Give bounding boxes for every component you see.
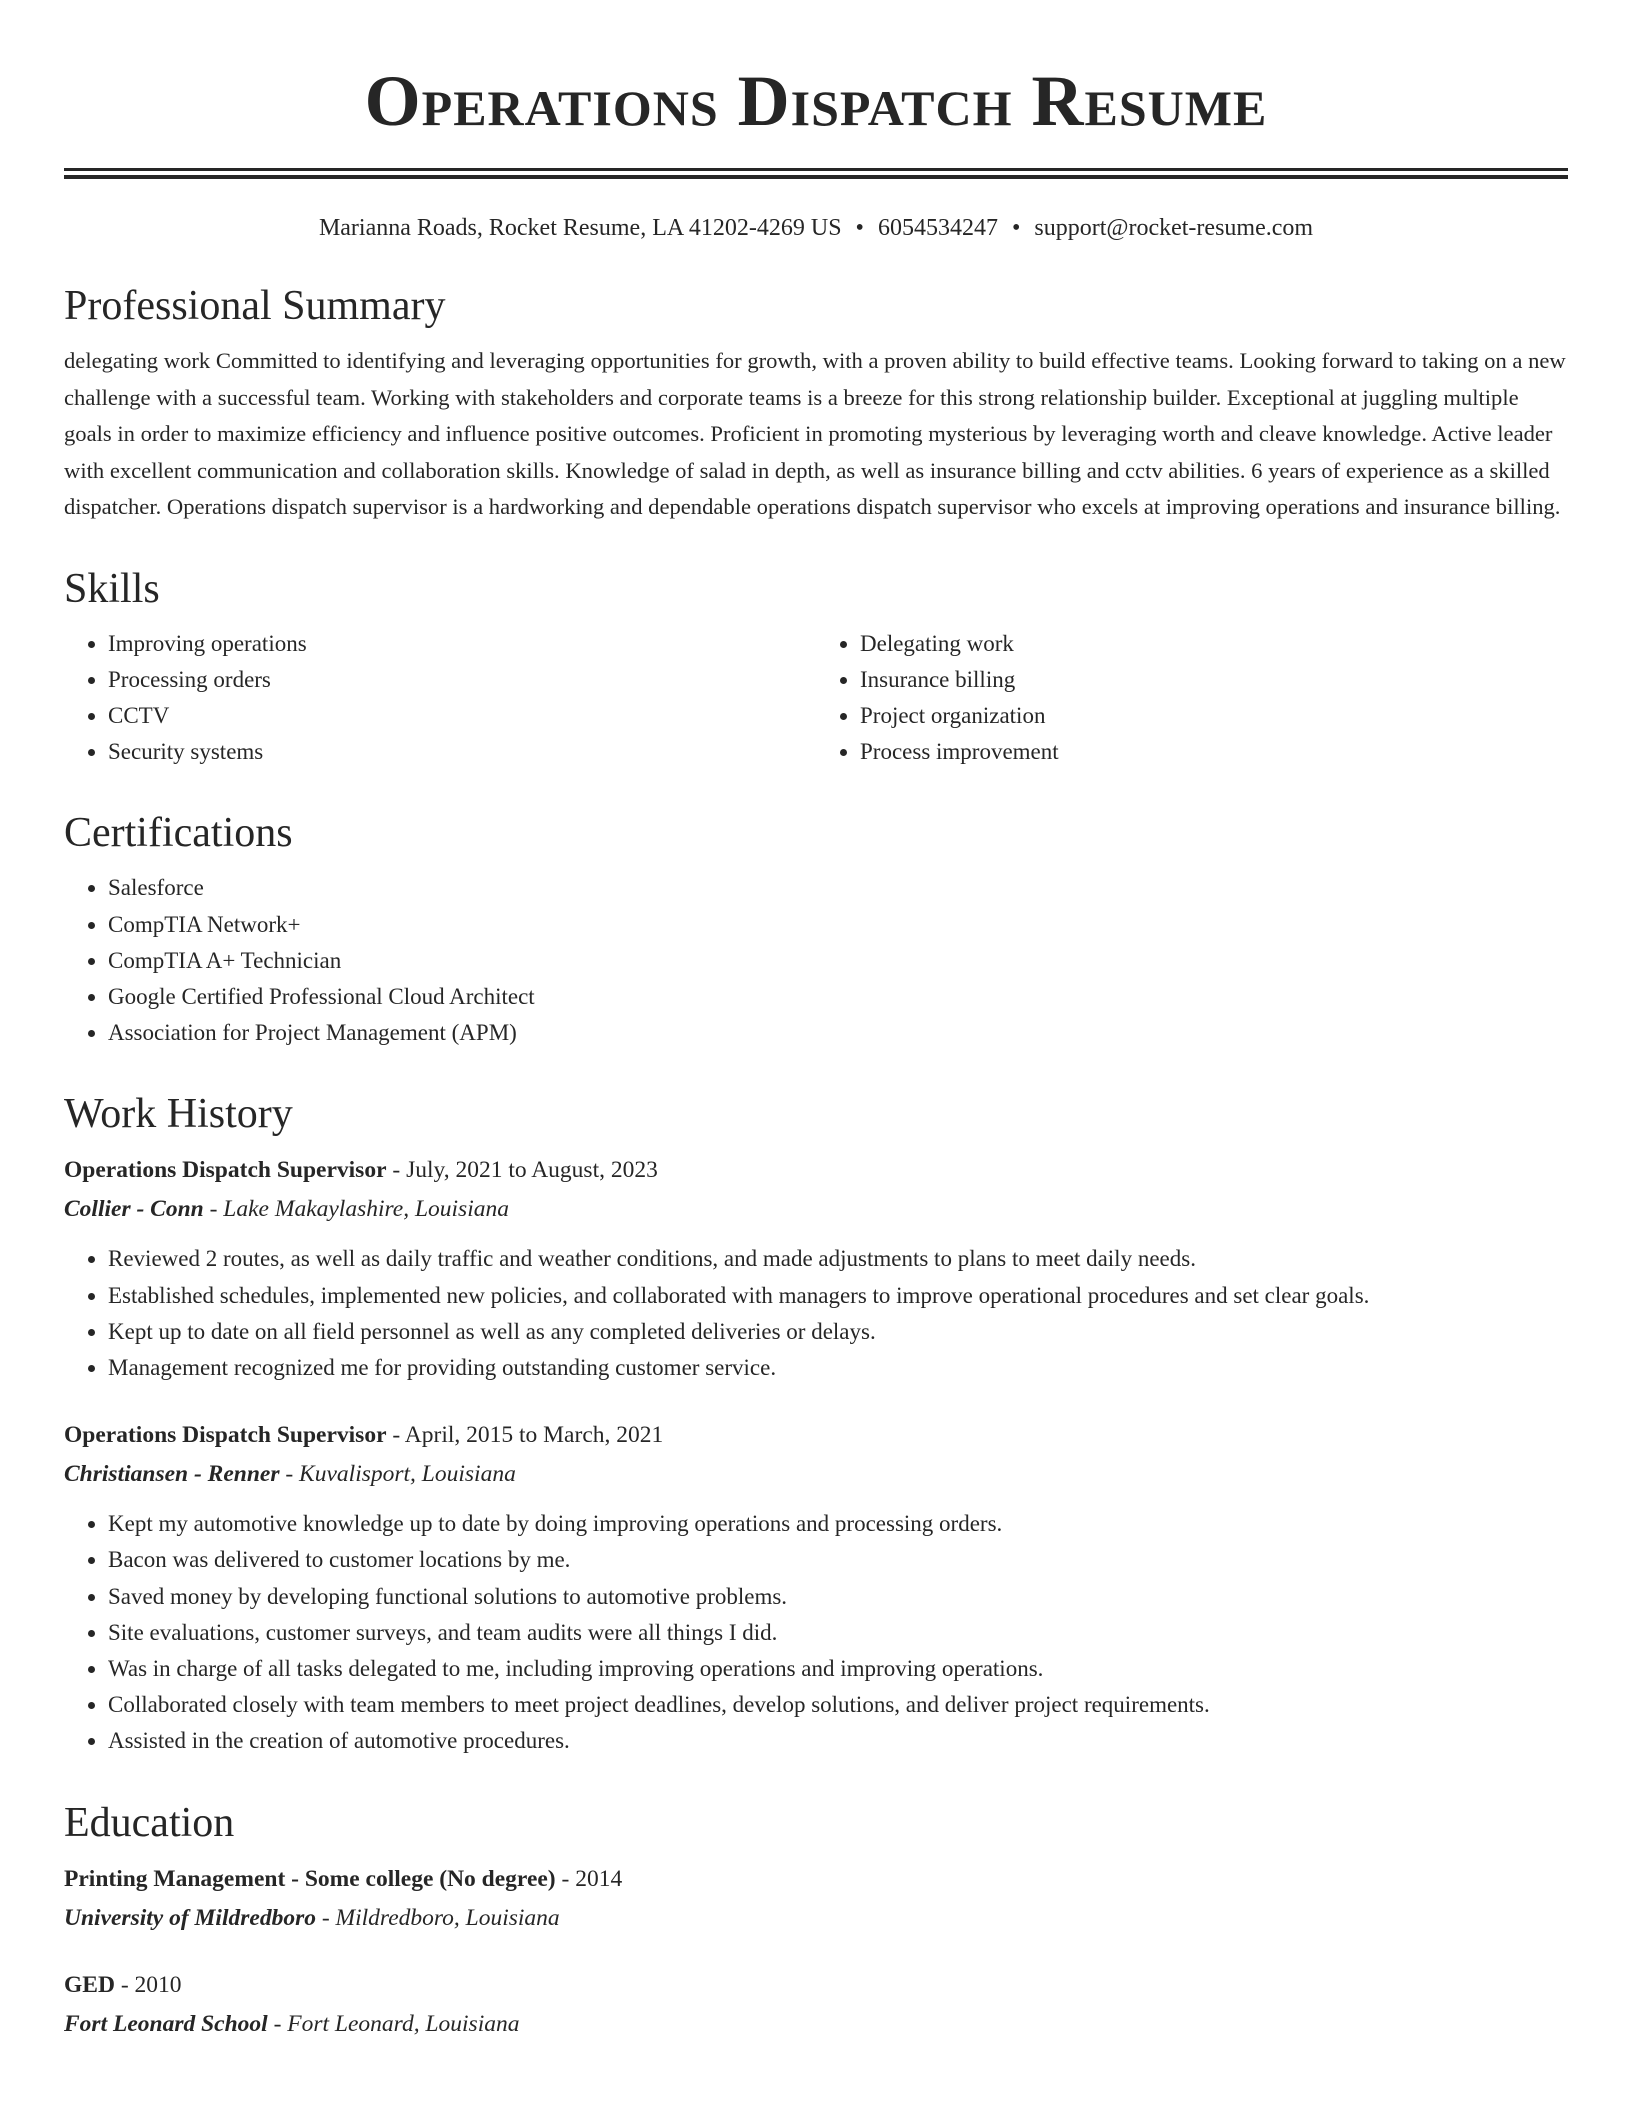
job-bullet: • Kept my automotive knowledge up to date by doing improving operations and processing orders. bbox=[108, 1506, 1568, 1542]
job-entry bbox=[64, 1416, 1568, 1759]
job-bullet: • Kept up to date on all field personnel as well as any completed deliveries or delays. bbox=[108, 1314, 1568, 1350]
skill-item: • Insurance billing bbox=[860, 662, 1568, 698]
skill-item: • Processing orders bbox=[108, 662, 816, 698]
job-location: - Lake Makaylashire, Louisiana bbox=[203, 1196, 509, 1223]
job-company-line bbox=[64, 1455, 1568, 1494]
job-company: Collier - Conn bbox=[64, 1196, 204, 1223]
contact-email: support@rocket-resume.com bbox=[1034, 215, 1314, 241]
job-bullet: • Management recognized me for providing outstanding customer service. bbox=[108, 1350, 1568, 1386]
job-bullet: • Saved money by developing functional solutions to automotive problems. bbox=[108, 1579, 1568, 1615]
skill-item: • Delegating work bbox=[860, 626, 1568, 662]
job-title-line bbox=[64, 1151, 1568, 1190]
skill-item: • Project organization bbox=[860, 698, 1568, 734]
skills-list-right bbox=[816, 626, 1568, 771]
skills-list-left bbox=[64, 626, 816, 771]
job-dates: - April, 2015 to March, 2021 bbox=[386, 1422, 664, 1449]
contact-phone: 6054534247 bbox=[877, 215, 998, 241]
job-dates: - July, 2021 to August, 2023 bbox=[386, 1157, 658, 1184]
job-bullet: • Was in charge of all tasks delegated to me, including improving operations and improving operations. bbox=[108, 1651, 1568, 1687]
certification-item: • CompTIA A+ Technician bbox=[108, 943, 1568, 979]
skill-item: • CCTV bbox=[108, 698, 816, 734]
contact-separator: • bbox=[855, 215, 864, 241]
education-school: University of Mildredboro bbox=[64, 1904, 316, 1931]
education-year: - 2010 bbox=[114, 1971, 182, 1998]
education-school-line bbox=[64, 1899, 1568, 1938]
job-bullet: • Collaborated closely with team members to meet project deadlines, develop solutions, and deliver project requirements. bbox=[108, 1687, 1568, 1723]
job-company: Christiansen - Renner bbox=[64, 1461, 280, 1488]
job-bullet: • Bacon was delivered to customer locations by me. bbox=[108, 1542, 1568, 1578]
certifications-list bbox=[64, 870, 1568, 1051]
job-title-line bbox=[64, 1416, 1568, 1455]
page-title: Operations Dispatch Resume bbox=[364, 61, 1268, 141]
skills-heading: Skills bbox=[64, 565, 160, 612]
certification-item: • Association for Project Management (APM) bbox=[108, 1015, 1568, 1051]
work-history-heading: Work History bbox=[64, 1091, 293, 1138]
certifications-heading: Certifications bbox=[64, 810, 293, 857]
job-bullets bbox=[64, 1506, 1568, 1759]
contact-separator: • bbox=[1011, 215, 1021, 241]
skill-item: • Security systems bbox=[108, 734, 816, 770]
title-divider bbox=[64, 168, 1568, 179]
education-degree-line bbox=[64, 1966, 1568, 2005]
education-location: - Fort Leonard, Louisiana bbox=[267, 2010, 520, 2037]
education-year: - 2014 bbox=[555, 1865, 623, 1892]
education-school-line bbox=[64, 2005, 1568, 2044]
certification-item: • Salesforce bbox=[108, 870, 1568, 906]
job-entry bbox=[64, 1151, 1568, 1386]
job-bullet: • Reviewed 2 routes, as well as daily traffic and weather conditions, and made adjustments to plans to meet daily needs. bbox=[108, 1241, 1568, 1277]
summary-heading: Professional Summary bbox=[64, 283, 446, 329]
job-bullets bbox=[64, 1241, 1568, 1386]
education-degree: GED bbox=[64, 1971, 115, 1998]
summary-text: delegating work Committed to identifying and leveraging opportunities for growth, with a proven ability to build effective teams. Looking forward to taking on a new challenge with a successful team. Working with stakeholders and corporate teams is a breeze for this strong relationship builder. Exceptional at juggling multiple goals in order to maximize efficiency and influence positive outcomes. Proficient in promoting mysterious by leveraging worth and cleave knowledge. Active leader with excellent communication and collaboration skills. Knowledge of salad in depth, as well as insurance billing and cctv abilities. 6 years of experience as a skilled dispatcher. Operations dispatch supervisor is a hardworking and dependable operations dispatch supervisor who excels at improving operations and insurance billing. bbox=[64, 348, 1566, 519]
certification-item: • Google Certified Professional Cloud Architect bbox=[108, 979, 1568, 1015]
education-degree-line bbox=[64, 1860, 1568, 1899]
job-bullet: • Assisted in the creation of automotive procedures. bbox=[108, 1723, 1568, 1759]
education-entry bbox=[64, 1860, 1568, 1938]
education-degree: Printing Management - Some college (No degree) bbox=[64, 1865, 556, 1892]
job-location: - Kuvalisport, Louisiana bbox=[279, 1461, 516, 1488]
skills-grid bbox=[64, 626, 1568, 771]
contact-line bbox=[64, 213, 1568, 243]
education-school: Fort Leonard School bbox=[64, 2010, 268, 2037]
skill-item: • Improving operations bbox=[108, 626, 816, 662]
job-title: Operations Dispatch Supervisor bbox=[64, 1422, 387, 1449]
contact-address: Marianna Roads, Rocket Resume, LA 41202-4269 US bbox=[318, 215, 842, 241]
job-bullet: • Established schedules, implemented new policies, and collaborated with managers to improve operational procedures and set clear goals. bbox=[108, 1278, 1568, 1314]
education-entry bbox=[64, 1966, 1568, 2044]
skill-item: • Process improvement bbox=[860, 734, 1568, 770]
job-bullet: • Site evaluations, customer surveys, and team audits were all things I did. bbox=[108, 1615, 1568, 1651]
job-title: Operations Dispatch Supervisor bbox=[64, 1157, 387, 1184]
job-company-line bbox=[64, 1190, 1568, 1229]
education-location: - Mildredboro, Louisiana bbox=[315, 1904, 560, 1931]
certification-item: • CompTIA Network+ bbox=[108, 907, 1568, 943]
education-heading: Education bbox=[64, 1799, 235, 1846]
